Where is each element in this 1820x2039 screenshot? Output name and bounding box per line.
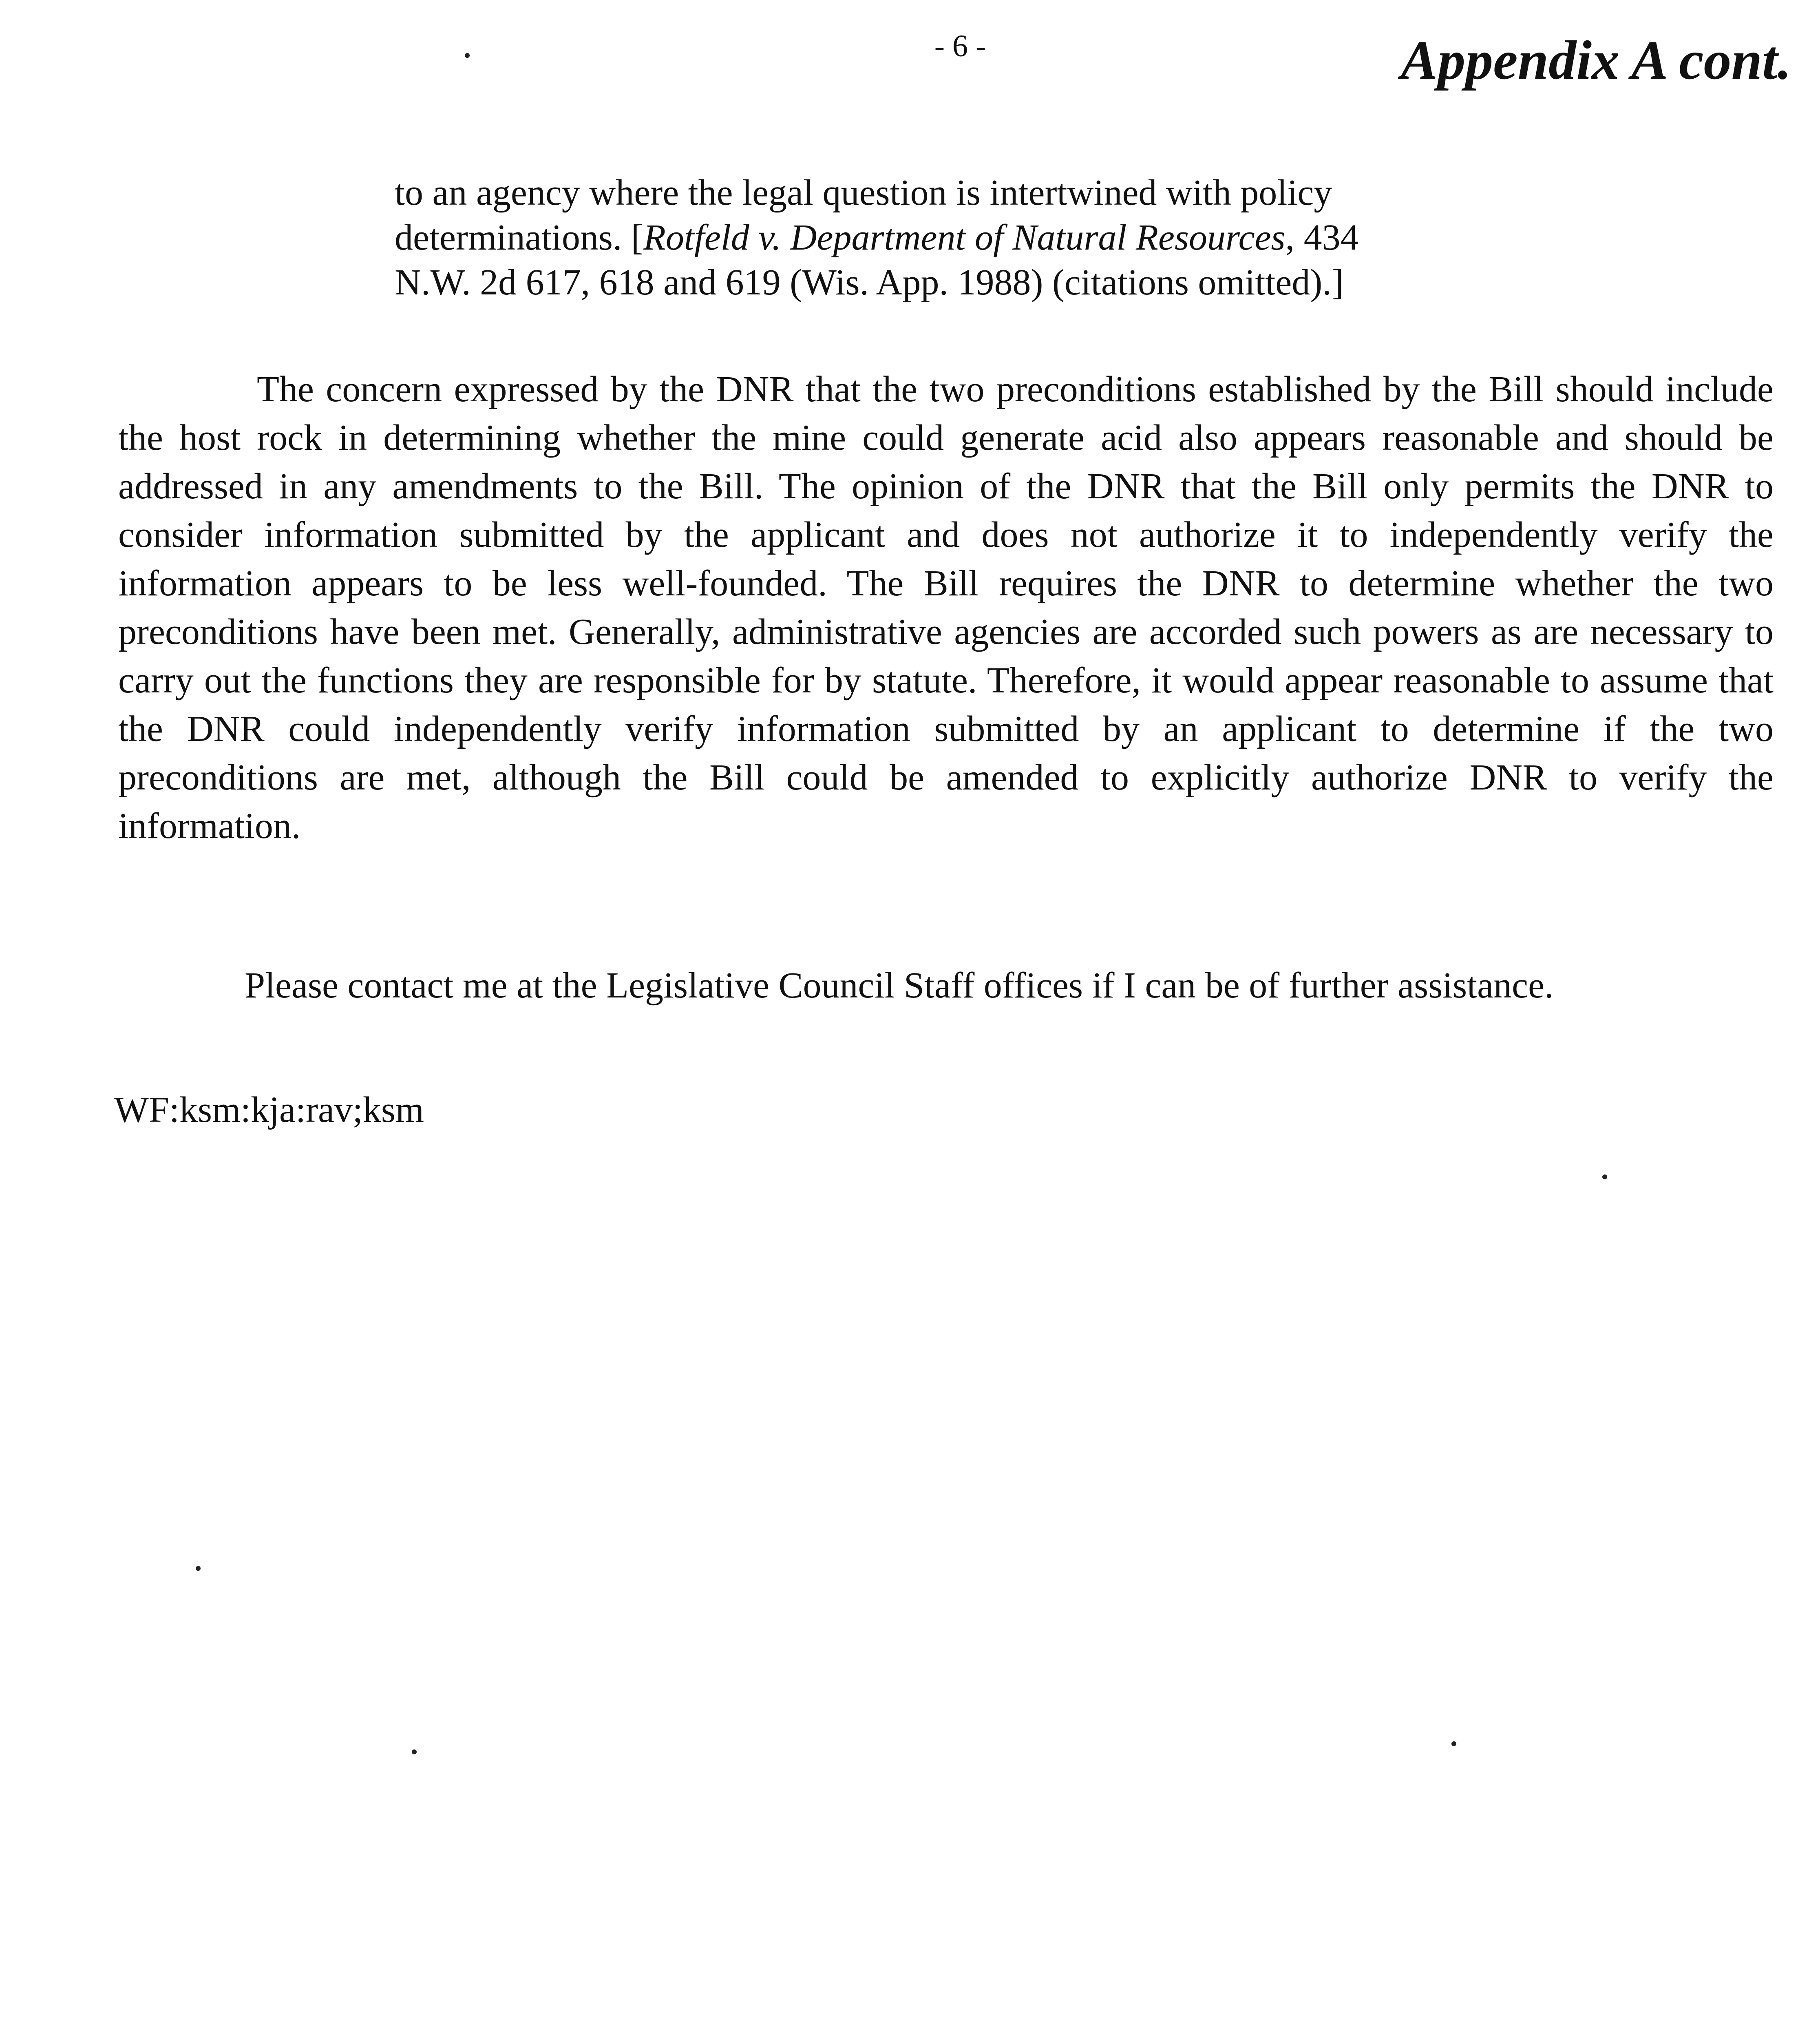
scan-speck (196, 1566, 201, 1571)
appendix-label: Appendix A cont. (1400, 30, 1791, 91)
quote-line-2-tail: , 434 (1285, 217, 1359, 258)
block-quote (395, 170, 1536, 305)
quote-line-2-text: determinations. [ (395, 217, 643, 258)
scan-speck (465, 53, 470, 58)
quote-line-1: to an agency where the legal question is intertwined with policy (395, 172, 1332, 213)
scan-speck (1451, 1741, 1456, 1746)
scan-speck (412, 1749, 417, 1754)
quote-line-2 (395, 215, 1536, 260)
quote-line-3: N.W. 2d 617, 618 and 619 (Wis. App. 1988) (citations omitted).] (395, 262, 1344, 303)
scan-speck (1602, 1174, 1607, 1179)
case-citation: Rotfeld v. Department of Natural Resources (643, 217, 1285, 258)
page-number: - 6 - (934, 29, 986, 63)
contact-line: Please contact me at the Legislative Council Staff offices if I can be of further assistance. (245, 965, 1554, 1006)
reference-initials: WF:ksm:kja:rav;ksm (114, 1090, 424, 1130)
body-paragraph: The concern expressed by the DNR that the two preconditions established by the Bill should include the host rock in determining whether the mine could generate acid also appears reasonable and should be addressed in any amendments to the Bill. The opinion of the DNR that the Bill only permits the DNR to consider information submitted by the applicant and does not authorize it to independently verify the information appears to be less well-founded. The Bill requires the DNR to determine whether the two preconditions have been met. Generally, administrative agencies are accorded such powers as are necessary to carry out the functions they are responsible for by statute. Therefore, it would appear reasonable to assume that the DNR could independently verify information submitted by an applicant to determine if the two preconditions are met, although the Bill could be amended to explicitly authorize DNR to verify the information. (118, 369, 1774, 846)
